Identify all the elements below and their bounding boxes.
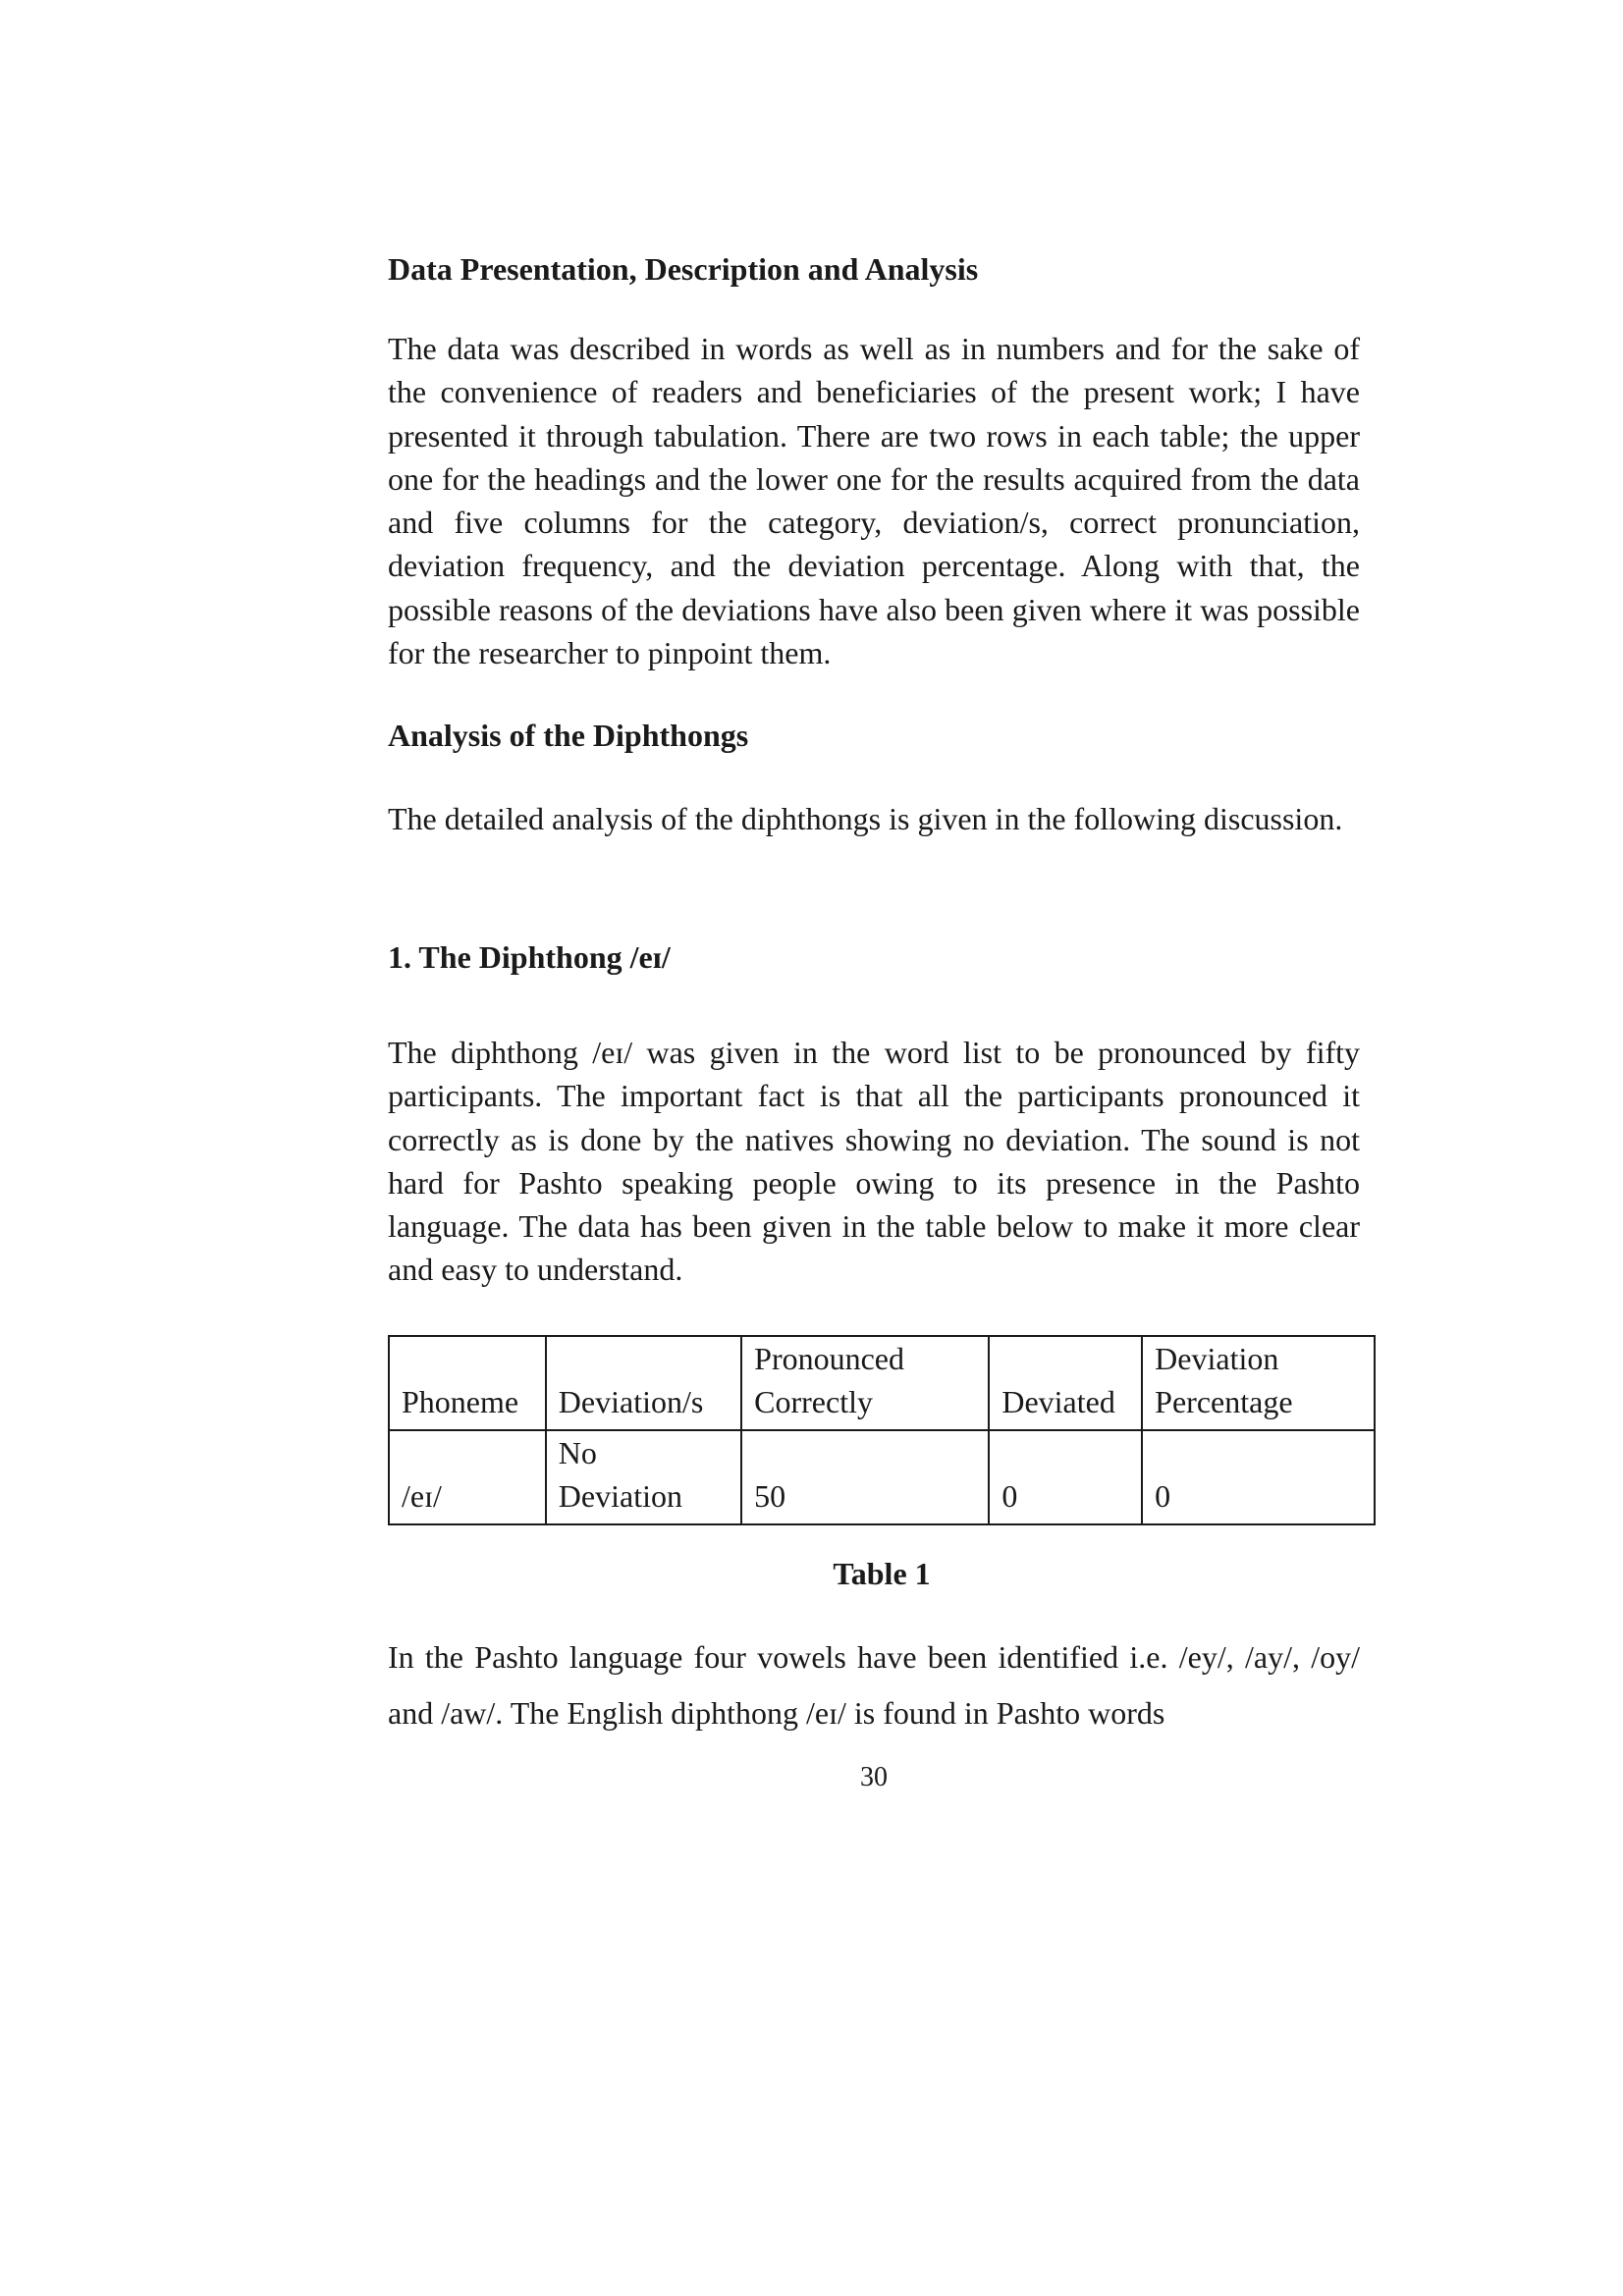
paragraph-pashto-vowels: In the Pashto language four vowels have been identified i.e. /ey/, /ay/, /oy/ and /aw/. The English diphthong /eɪ/ is found in Pashto words: [388, 1639, 1360, 1731]
paragraph-diphthong-ei: The diphthong /eɪ/ was given in the word list to be pronounced by fifty participants. The important fact is that all the participants pronounced it correctly as is done by the natives showing no deviation. The sound is not hard for Pashto speaking people owing to its presence in the Pashto language. The data has been given in the table below to make it more clear and easy to understand.: [388, 1035, 1360, 1288]
table-caption: Table 1: [833, 1556, 931, 1591]
table-cell-deviation-percentage: 0: [1142, 1430, 1375, 1524]
table-header-cell: [389, 1336, 546, 1430]
section-heading-diphthong-ei: 1. The Diphthong /eɪ/: [388, 939, 671, 975]
table-header-cell: [546, 1336, 741, 1430]
table-header-row: [389, 1336, 1375, 1430]
header-text-line2: Phoneme: [402, 1384, 519, 1419]
header-text-line1: Deviation: [1155, 1341, 1279, 1376]
table-cell-phoneme: /eɪ/: [389, 1430, 546, 1524]
section-heading-diphthongs: Analysis of the Diphthongs: [388, 718, 749, 753]
cell-text-line2: Deviation: [558, 1478, 682, 1514]
table-header-cell: [741, 1336, 989, 1430]
table-cell-deviated: 0: [989, 1430, 1142, 1524]
header-text-line2: Deviation/s: [558, 1384, 704, 1419]
section-heading-data-presentation: Data Presentation, Description and Analysis: [388, 251, 979, 287]
header-text-line2: Correctly: [754, 1384, 873, 1419]
header-text-line2: Deviated: [1001, 1384, 1115, 1419]
table-header-cell: [1142, 1336, 1375, 1430]
table-header-cell: [989, 1336, 1142, 1430]
page-number: 30: [860, 1762, 888, 1792]
cell-text-line1: No: [558, 1435, 597, 1470]
header-text-line1: Pronounced: [754, 1341, 904, 1376]
paragraph-diphthongs-intro: The detailed analysis of the diphthongs is given in the following discussion.: [388, 801, 1343, 836]
table-cell-deviations: [546, 1430, 741, 1524]
table-cell-pronounced-correctly: 50: [741, 1430, 989, 1524]
header-text-line2: Percentage: [1155, 1384, 1293, 1419]
table-row: [389, 1430, 1375, 1524]
paragraph-data-presentation: The data was described in words as well as in numbers and for the sake of the convenience of readers and beneficiaries of the present work; I have presented it through tabulation. There are two rows in each table; the upper one for the headings and the lower one for the results acquired from the data and five columns for the category, deviation/s, correct pronunciation, deviation frequency, and the deviation percentage. Along with that, the possible reasons of the deviations have also been given where it was possible for the researcher to pinpoint them.: [388, 331, 1360, 671]
deviation-table: [388, 1335, 1376, 1525]
